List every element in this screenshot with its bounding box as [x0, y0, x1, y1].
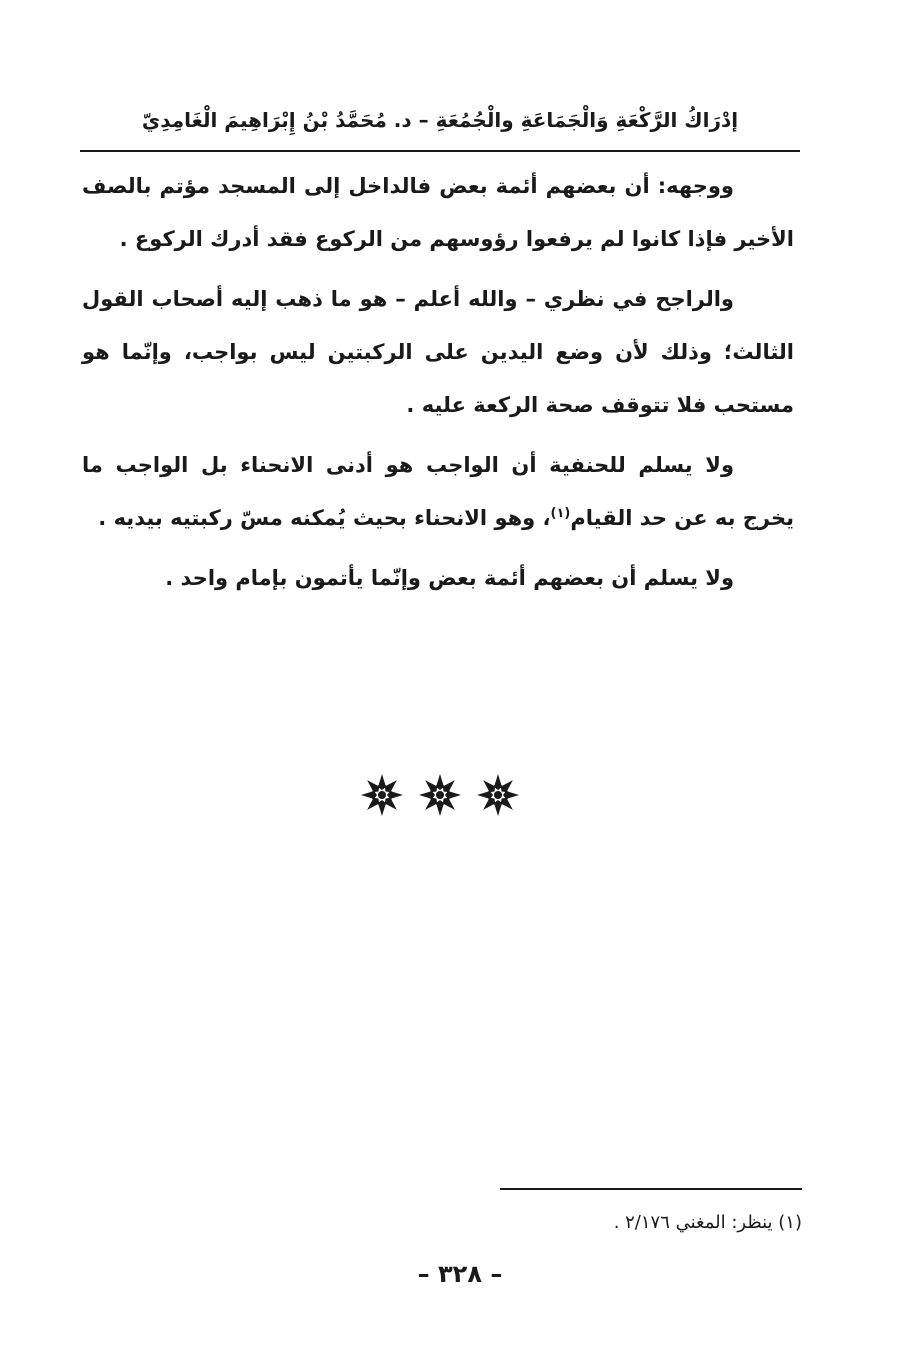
- rosette-ornament-icon: [360, 773, 404, 817]
- footnote-reference[interactable]: (١): [550, 506, 571, 521]
- page-number: – ٣٢٨ –: [417, 1260, 503, 1288]
- rosette-ornament-icon: [476, 773, 520, 817]
- rosette-ornament-icon: [418, 773, 462, 817]
- header-divider: [80, 150, 800, 152]
- paragraph-2: والراجح في نظري – والله أعلم – هو ما ذهب إليه أصحاب القول الثالث؛ وذلك لأن وضع اليدين على الركبتين ليس بواجب، وإنّما هو مستحب فلا تتوقف صحة الركعة عليه .: [82, 287, 794, 417]
- paragraph-4: ولا يسلم أن بعضهم أئمة بعض وإنّما يأتمون بإمام واحد .: [165, 566, 734, 590]
- section-ornaments: [360, 770, 520, 820]
- footnote-1: (١) ينظر: المغني ٢/١٧٦ .: [613, 1212, 802, 1233]
- paragraph-1: ووجهه: أن بعضهم أئمة بعض فالداخل إلى المسجد مؤتم بالصف الأخير فإذا كانوا لم يرفعوا رؤوسهم من الركوع فقد أدرك الركوع .: [82, 174, 794, 251]
- paragraph-3-continuation: ، وهو الانحناء بحيث يُمكنه مسّ ركبتيه بيديه .: [98, 506, 551, 530]
- paragraph-3: [82, 439, 794, 545]
- paragraph-3-text: ولا يسلم للحنفية أن الواجب هو أدنى الانحناء بل الواجب ما يخرج به عن حد القيام: [82, 453, 794, 530]
- running-header: إدْرَاكُ الرَّكْعَةِ وَالْجَمَاعَةِ والْجُمُعَةِ – د. مُحَمَّدُ بْنُ إِبْرَاهِيمَ الْغَامِدِيّ: [141, 108, 739, 132]
- footnote-divider: [500, 1188, 802, 1190]
- main-text: [82, 160, 794, 612]
